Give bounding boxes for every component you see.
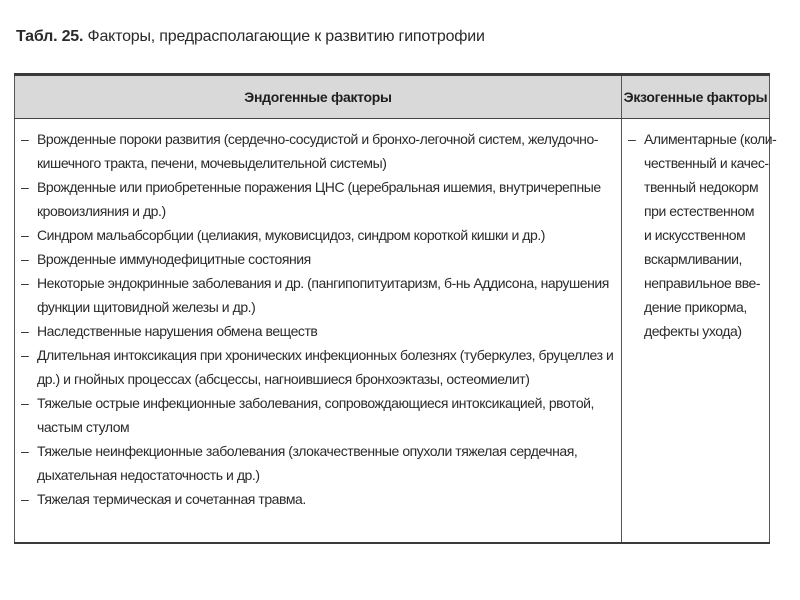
list-item: – Тяжелая термическая и сочетанная травма.: [21, 487, 617, 511]
exogenous-line: твенный недокорм: [644, 179, 759, 195]
list-item: – Тяжелые острые инфекционные заболевания, сопровождающиеся интоксикацией, рвотой, частым стулом: [21, 391, 617, 439]
exogenous-line: вскармливании,: [644, 251, 742, 267]
table-caption: [16, 28, 485, 46]
header-exogenous: Экзогенные факторы: [622, 75, 770, 119]
exogenous-line: дение прикорма,: [644, 299, 747, 315]
list-item: – Тяжелые неинфекционные заболевания (злокачественные опухоли тяжелая сердечная, дыхательная недостаточность и др.): [21, 439, 617, 487]
exogenous-line: – Алиментарные (коли-: [644, 131, 777, 147]
exogenous-line: неправильное вве-: [644, 275, 761, 291]
list-item: – Некоторые эндокринные заболевания и др. (пангипопитуитаризм, б-нь Аддисона, нарушения функции щитовидной железы и др.): [21, 271, 617, 319]
exogenous-line: и искусственном: [644, 227, 746, 243]
table-number: Табл. 25.: [16, 28, 84, 45]
risk-factors-table: [14, 73, 777, 544]
exogenous-line: при естественном: [644, 203, 755, 219]
list-item: – Синдром мальабсорбции (целиакия, муковисцидоз, синдром короткой кишки и др.): [21, 223, 617, 247]
exogenous-item: [628, 127, 777, 343]
list-item: – Врожденные пороки развития (сердечно-сосудистой и бронхо-легочной систем, желудочно-кишечного тракта, печени, мочевыделительной системы): [21, 127, 617, 175]
body-row: [15, 119, 770, 544]
exogenous-line: дефекты ухода): [644, 323, 742, 339]
list-item: – Врожденные или приобретенные поражения ЦНС (церебральная ишемия, внутричерепные кровоизлияния и др.): [21, 175, 617, 223]
endogenous-cell: [15, 119, 622, 544]
table-title: Факторы, предрасполагающие к развитию гипотрофии: [87, 28, 485, 45]
endogenous-list: [21, 127, 617, 511]
header-endogenous: Эндогенные факторы: [15, 75, 622, 119]
list-item: – Наследственные нарушения обмена веществ: [21, 319, 617, 343]
header-row: [15, 75, 770, 119]
list-item: – Длительная интоксикация при хронических инфекционных болезнях (туберкулез, бруцеллез и др.) и гнойных процессах (абсцессы, нагноившиеся бронхоэктазы, остеомиелит): [21, 343, 617, 391]
list-item: – Врожденные иммунодефицитные состояния: [21, 247, 617, 271]
exogenous-line: чественный и качес-: [644, 155, 769, 171]
exogenous-cell: [622, 119, 777, 544]
